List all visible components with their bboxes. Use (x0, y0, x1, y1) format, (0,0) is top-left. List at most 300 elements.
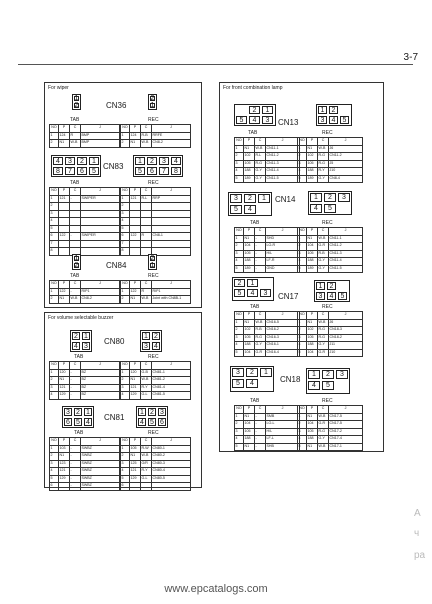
table-row (121, 392, 191, 400)
cn36-tab-table (49, 124, 120, 148)
table-cell: CN16-5 (266, 319, 300, 327)
cn17-rec-connector-shape (314, 280, 350, 302)
cn13-tab-pin: 5 (236, 116, 247, 124)
table-header-cell: NO (121, 125, 130, 133)
table-header-cell: NO (50, 362, 59, 370)
table-row (50, 384, 120, 392)
table-cell: J10 (329, 168, 363, 176)
table-row (50, 288, 120, 296)
table-cell: - (70, 453, 81, 461)
cn17-tab-label: TAB (250, 304, 260, 310)
table-row (121, 445, 191, 453)
table-cell: 6 (121, 233, 130, 241)
table-cell: 102 (244, 327, 255, 335)
cn81-rec-label: REC (148, 430, 159, 436)
table-cell: R-G (318, 334, 329, 342)
table-cell: BZ (81, 369, 120, 377)
cn13-rec-pin: 4 (329, 116, 338, 124)
table-header-cell: NO (121, 362, 130, 370)
table-cell (59, 203, 70, 211)
cn81-tab-pin: 6 (64, 418, 72, 426)
table-cell: N1 (307, 443, 318, 451)
table-cell (59, 210, 70, 218)
side-fragment-1: A (414, 508, 421, 519)
table-cell: LO-R (266, 243, 300, 251)
cn80-rec-table (120, 361, 191, 400)
table-cell: W-B (318, 235, 329, 243)
table-cell: BZ (81, 392, 120, 400)
table-header-cell: P (244, 312, 255, 320)
table-cell: N1 (59, 453, 70, 461)
cn17-rec-pin: 4 (327, 292, 336, 300)
table-cell (59, 218, 70, 226)
table-cell: LO-L (266, 421, 300, 429)
table-cell: N1 (244, 319, 255, 327)
table-cell: 3 (235, 160, 244, 168)
table-row (298, 153, 363, 161)
table-row (235, 319, 300, 327)
table-cell: 3 (298, 160, 307, 168)
table-cell: 1 (121, 132, 130, 140)
table-header-cell: P (130, 438, 141, 446)
cn14-rec-pin: 1 (310, 193, 322, 202)
table-cell: 2 (235, 421, 244, 429)
table-row (121, 203, 191, 211)
table-cell: 5 (235, 349, 244, 357)
cn18-rec-label: REC (322, 398, 333, 404)
table-cell: 105 (130, 445, 141, 453)
table-cell: R-B (141, 132, 152, 140)
table-cell: CN11-5 (329, 265, 363, 273)
cn14-tab-label: TAB (250, 220, 260, 226)
table-cell: - (255, 421, 266, 429)
cn36-rec-pin: 2 (150, 95, 155, 102)
table-cell: 5 (50, 475, 59, 483)
table-cell: CN80-4 (152, 468, 191, 476)
table-cell: 104 (244, 421, 255, 429)
table-cell (70, 203, 81, 211)
table-cell: 6 (50, 233, 59, 241)
table-cell: G-Y (255, 175, 266, 183)
table-row (235, 175, 300, 183)
table-cell: 129 (59, 475, 70, 483)
table-cell: J6 (329, 319, 363, 327)
table-cell: CN8-2 (81, 296, 120, 304)
table-header-cell: P (59, 188, 70, 196)
table-cell: W-B (141, 140, 152, 148)
table-cell (59, 483, 70, 491)
table-row (298, 436, 363, 444)
cn84-rec-pin: 1 (150, 262, 155, 269)
table-cell: - (70, 233, 81, 241)
table-cell: R (70, 132, 81, 140)
table-row (50, 377, 120, 385)
cn14-tab-pin: 3 (230, 194, 242, 203)
table-cell: 129 (130, 392, 141, 400)
table-cell: N1 (130, 453, 141, 461)
table-cell: 2 (298, 153, 307, 161)
table-cell (152, 218, 191, 226)
table-cell: 105 (307, 160, 318, 168)
table-cell: CN17-1 (329, 443, 363, 451)
table-cell: 3 (298, 250, 307, 258)
table-cell: 3 (50, 460, 59, 468)
table-cell: 122 (59, 233, 70, 241)
table-row (298, 168, 363, 176)
table-cell: - (70, 384, 81, 392)
front-lamp-panel-title: For front combination lamp (223, 85, 283, 91)
table-cell: 2 (298, 327, 307, 335)
table-cell: 2 (50, 453, 59, 461)
table-row (298, 342, 363, 350)
table-cell (70, 240, 81, 248)
watermark: www.epcatalogs.com (164, 583, 268, 595)
table-cell: 5 (298, 349, 307, 357)
table-cell: 5 (298, 175, 307, 183)
cn13-tab-label: TAB (248, 130, 258, 136)
table-row (121, 195, 191, 203)
table-row (50, 225, 120, 233)
table-cell: 122 (130, 233, 141, 241)
table-row (121, 453, 191, 461)
cn13-tab-pin: 1 (262, 106, 273, 114)
table-cell: G-L (141, 392, 152, 400)
cn81-tab-pin: 3 (64, 408, 72, 416)
table-cell: CN17-2 (329, 428, 363, 436)
table-header-cell: NO (298, 312, 307, 320)
table-cell: 188 (244, 258, 255, 266)
cn83-tab-label: TAB (70, 180, 80, 186)
table-cell: - (70, 475, 81, 483)
table-cell: W-B (318, 413, 329, 421)
table-cell: RRP (152, 195, 191, 203)
table-cell: N1 (244, 235, 255, 243)
table-cell: CN17-5 (329, 421, 363, 429)
table-row (235, 334, 300, 342)
table-cell: G-Y (318, 258, 329, 266)
buzzer-panel-title: For volume selectable buzzer (48, 315, 114, 321)
table-cell: SWBZ (81, 445, 120, 453)
cn81-tab-pin: 4 (84, 418, 92, 426)
cn83-rec-label: REC (148, 180, 159, 186)
table-row (298, 250, 363, 258)
cn13-tab-pin: 3 (262, 116, 273, 124)
table-cell: 4 (235, 168, 244, 176)
table-header-cell: P (307, 406, 318, 414)
table-cell: 105 (244, 250, 255, 258)
table-cell: W-B (141, 453, 152, 461)
table-cell: 121 (59, 468, 70, 476)
table-cell: 105 (307, 428, 318, 436)
table-cell: CN18-2 (329, 334, 363, 342)
table-header-cell: C (70, 438, 81, 446)
table-row (298, 428, 363, 436)
table-header-cell: NO (50, 125, 59, 133)
table-row (235, 265, 300, 273)
table-cell: SWBZ (81, 475, 120, 483)
table-row (50, 240, 120, 248)
table-cell (141, 210, 152, 218)
cn81-rec-pin: 3 (158, 408, 166, 416)
table-cell: 1 (121, 445, 130, 453)
cn81-rec-pin: 6 (158, 418, 166, 426)
table-cell: 3 (235, 428, 244, 436)
table-cell: 1 (121, 369, 130, 377)
table-cell: 1 (50, 195, 59, 203)
table-cell: BMP (81, 140, 120, 148)
table-cell: G-R (318, 243, 329, 251)
table-cell: RIP1 (81, 288, 120, 296)
table-cell: 2 (235, 153, 244, 161)
table-cell: 2 (121, 296, 130, 304)
table-row (235, 436, 300, 444)
table-cell: W-B (255, 145, 266, 153)
table-cell: SHD (266, 235, 300, 243)
table-cell: 1 (121, 288, 130, 296)
table-cell: W-B (141, 377, 152, 385)
cn18-tab-label: TAB (250, 398, 260, 404)
cn13-rec-connector-shape (316, 104, 352, 126)
table-cell: 1 (235, 413, 244, 421)
table-header-cell: J (152, 125, 191, 133)
cn14-rec-table (297, 227, 363, 273)
cn80-tab-pin: 3 (82, 342, 90, 350)
cn18-rec-pin: 5 (322, 381, 334, 390)
table-row (235, 421, 300, 429)
table-cell: 4 (298, 168, 307, 176)
table-row (235, 349, 300, 357)
table-row (121, 210, 191, 218)
cn84-rec-pin: 2 (150, 255, 155, 262)
table-cell: 1 (298, 235, 307, 243)
table-cell: 2 (235, 327, 244, 335)
cn83-rec-pin: 6 (147, 167, 157, 175)
table-header-cell: J (152, 188, 191, 196)
table-cell: - (255, 243, 266, 251)
table-cell: 188 (244, 342, 255, 350)
table-cell: SHB (266, 443, 300, 451)
table-header-cell: P (307, 312, 318, 320)
table-cell: J10 (329, 349, 363, 357)
cn81-tab-connector-shape (62, 406, 94, 428)
table-cell: 2 (121, 377, 130, 385)
cn36-tab-label: TAB (70, 117, 80, 123)
table-cell: R-G (318, 153, 329, 161)
table-cell: 4 (298, 342, 307, 350)
table-header-cell: C (70, 125, 81, 133)
table-cell: 104 (307, 421, 318, 429)
cn13-label: CN13 (278, 118, 299, 127)
table-cell: H/L (266, 428, 300, 436)
table-cell: N1 (307, 319, 318, 327)
table-cell: SWBZ (81, 468, 120, 476)
table-cell: W-B (318, 443, 329, 451)
table-cell: 2 (298, 243, 307, 251)
cn84-rec-connector-shape (148, 254, 157, 270)
cn81-tab-table (49, 437, 120, 491)
cn18-tab-table (234, 405, 300, 451)
table-header-cell: C (70, 362, 81, 370)
table-cell: G-Y (255, 342, 266, 350)
table-row (298, 265, 363, 273)
table-cell: 3 (121, 384, 130, 392)
cn13-rec-table (297, 137, 363, 183)
table-cell: G-R (255, 349, 266, 357)
table-cell: 2 (50, 140, 59, 148)
table-cell: 189 (307, 265, 318, 273)
table-cell (59, 248, 70, 256)
table-header-cell: P (130, 125, 141, 133)
table-cell: 6 (121, 483, 130, 491)
table-header-cell: NO (235, 406, 244, 414)
cn83-rec-pin: 1 (135, 157, 145, 165)
table-header-cell: NO (121, 438, 130, 446)
cn13-tab-table (234, 137, 300, 183)
table-cell: - (70, 483, 81, 491)
cn14-rec-label: REC (322, 220, 333, 226)
table-cell: 3 (121, 460, 130, 468)
table-row (121, 132, 191, 140)
table-cell: SWIPER (81, 195, 120, 203)
table-row (298, 421, 363, 429)
cn17-rec-pin: 5 (338, 292, 347, 300)
cn18-rec-connector-shape (306, 368, 350, 394)
cn80-rec-label: REC (148, 354, 159, 360)
table-cell: 121 (130, 195, 141, 203)
cn83-tab-pin: 5 (89, 167, 99, 175)
table-cell (130, 248, 141, 256)
table-cell: H/L (266, 250, 300, 258)
table-cell: 2 (121, 453, 130, 461)
table-cell: CN11-3 (329, 250, 363, 258)
table-cell: R (141, 233, 152, 241)
cn18-rec-pin: 2 (322, 370, 334, 379)
table-row (121, 233, 191, 241)
cn14-tab-pin: 4 (244, 205, 256, 214)
table-cell: G-Y (318, 342, 329, 350)
table-cell: LF-R (266, 258, 300, 266)
table-cell: 124 (130, 132, 141, 140)
table-cell: G-Y (318, 175, 329, 183)
table-header-cell: NO (50, 438, 59, 446)
cn83-rec-pin: 7 (159, 167, 169, 175)
cn81-tab-pin: 5 (74, 418, 82, 426)
table-header-cell: J (81, 438, 120, 446)
cn83-tab-pin: 3 (65, 157, 75, 165)
cn36-tab-connector-shape (72, 94, 81, 110)
cn80-rec-pin: 1 (142, 332, 150, 340)
table-cell: CN8-4 (329, 175, 363, 183)
cn17-rec-label: REC (322, 304, 333, 310)
table-cell: CN80-5 (152, 475, 191, 483)
table-cell: 2 (235, 243, 244, 251)
cn36-label: CN36 (106, 101, 127, 110)
table-cell (130, 203, 141, 211)
table-cell: N1 (307, 145, 318, 153)
table-row (50, 460, 120, 468)
cn14-tab-pin: 2 (244, 194, 256, 203)
table-header-cell: P (59, 281, 70, 289)
table-cell (81, 248, 120, 256)
table-header-cell: NO (235, 312, 244, 320)
cn80-rec-connector-shape (140, 330, 162, 352)
table-cell: SWBZ (81, 460, 120, 468)
table-cell: 102 (307, 153, 318, 161)
table-cell (130, 210, 141, 218)
table-cell: 129 (130, 475, 141, 483)
table-row (235, 250, 300, 258)
table-header-cell: C (318, 312, 329, 320)
table-cell: 104 (244, 349, 255, 357)
table-cell: 6 (50, 483, 59, 491)
table-cell: 105 (244, 160, 255, 168)
table-cell: 1 (298, 413, 307, 421)
table-cell: - (70, 369, 81, 377)
table-cell (81, 210, 120, 218)
table-cell: - (255, 413, 266, 421)
table-row (50, 453, 120, 461)
table-cell: 122 (59, 288, 70, 296)
table-cell (81, 218, 120, 226)
cn81-rec-table (120, 437, 191, 491)
table-header-cell: J (81, 362, 120, 370)
table-cell: 3 (50, 210, 59, 218)
table-cell: G-B (141, 369, 152, 377)
table-row (121, 468, 191, 476)
table-row (50, 248, 120, 256)
table-cell: N1 (59, 377, 70, 385)
table-cell: 7 (121, 240, 130, 248)
table-header-cell: J (266, 228, 300, 236)
table-cell: 188 (244, 168, 255, 176)
table-cell (152, 240, 191, 248)
cn84-tab-pin: 1 (74, 255, 79, 262)
table-row (121, 288, 191, 296)
table-header-cell: J (266, 138, 300, 146)
table-row (298, 145, 363, 153)
table-header-cell: C (255, 228, 266, 236)
table-row (235, 342, 300, 350)
table-row (50, 195, 120, 203)
table-cell: 1 (50, 288, 59, 296)
cn14-tab-pin: 1 (258, 194, 270, 203)
cn83-tab-pin: 1 (89, 157, 99, 165)
table-row (298, 235, 363, 243)
cn14-rec-pin: 3 (338, 193, 350, 202)
cn80-label: CN80 (104, 337, 125, 346)
table-header-cell: J (329, 312, 363, 320)
table-cell: CN11-5 (266, 175, 300, 183)
cn18-tab-pin: 5 (232, 379, 244, 388)
table-cell: 4 (235, 342, 244, 350)
table-header-cell: P (130, 362, 141, 370)
table-row (50, 369, 120, 377)
cn17-tab-pin: 1 (247, 279, 258, 287)
table-cell: R-Y (318, 168, 329, 176)
table-cell: 104 (307, 349, 318, 357)
table-cell: SWBZ (81, 483, 120, 491)
cn17-rec-pin: 2 (327, 282, 336, 290)
cn17-label: CN17 (278, 292, 299, 301)
table-cell: R-W (141, 445, 152, 453)
table-row (121, 218, 191, 226)
table-cell: - (70, 288, 81, 296)
table-cell: BZ (81, 384, 120, 392)
table-header-cell: P (244, 406, 255, 414)
table-header-cell: J (81, 281, 120, 289)
table-cell: R-Y (141, 468, 152, 476)
table-cell: - (255, 250, 266, 258)
